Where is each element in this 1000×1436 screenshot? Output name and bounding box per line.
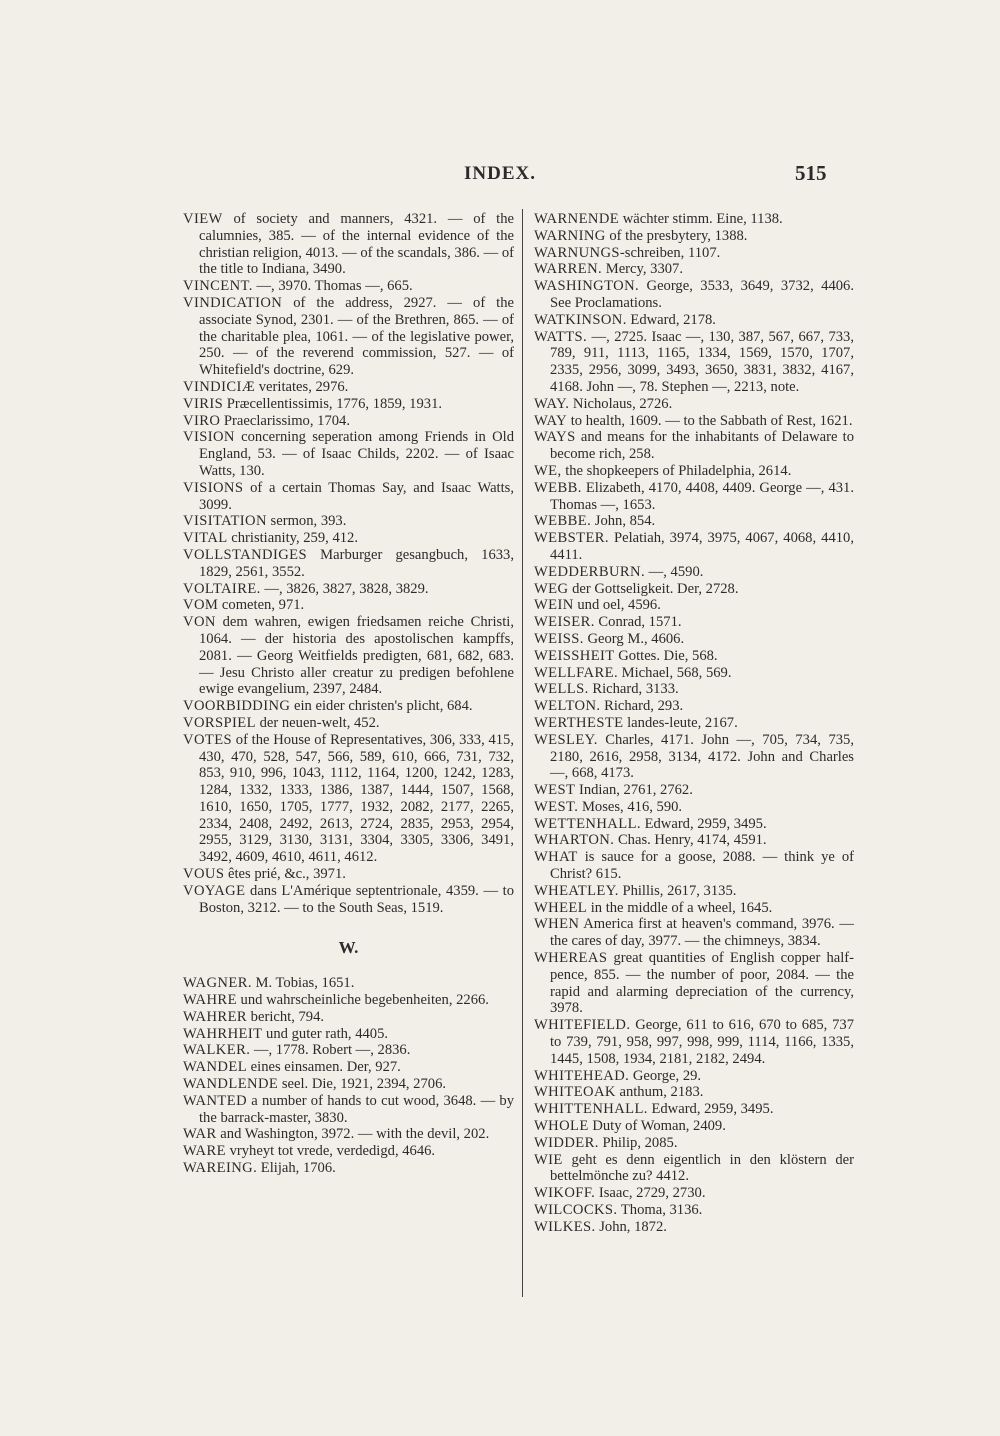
index-entry bbox=[183, 1143, 514, 1160]
index-entry bbox=[534, 564, 854, 581]
entry-references: —, 1778. Robert —, 2836. bbox=[250, 1042, 411, 1059]
entry-headword: WAYS bbox=[534, 429, 576, 446]
entry-headword: WHITEOAK bbox=[534, 1084, 616, 1101]
index-entry bbox=[183, 597, 514, 614]
index-entry bbox=[183, 1009, 514, 1026]
left-column bbox=[183, 211, 514, 1177]
entry-references: und wahrscheinliche begebenheiten, 2266. bbox=[236, 992, 489, 1009]
entry-headword: WEIN bbox=[534, 597, 574, 614]
entry-references: veritates, 2976. bbox=[255, 378, 349, 395]
entry-headword: WEBBE. bbox=[534, 513, 592, 530]
entry-references: Marburger gesangbuch, 1633, 1829, 2561, 3552. bbox=[199, 546, 514, 580]
entry-headword: WHITTENHALL. bbox=[534, 1101, 648, 1118]
entry-headword: VINDICATION bbox=[183, 294, 283, 311]
entry-references: Elijah, 1706. bbox=[257, 1160, 336, 1177]
entry-references: great quantities of English copper half-pence, 855. — the number of poor, 2084. — the rapid and alarming depreciation of the currency, 3978. bbox=[550, 950, 854, 1017]
index-entry bbox=[534, 312, 854, 329]
entry-references: Richard, 293. bbox=[600, 698, 684, 715]
entry-headword: WAGNER. bbox=[183, 975, 252, 992]
index-entry bbox=[534, 631, 854, 648]
entry-headword: WAHRER bbox=[183, 1008, 248, 1025]
entry-references: wächter stimm. Eine, 1138. bbox=[619, 211, 783, 227]
index-entry bbox=[534, 665, 854, 682]
entry-headword: WATTS. bbox=[534, 328, 588, 345]
entry-headword: WELTON. bbox=[534, 698, 601, 715]
entry-references: Praeclarissimo, 1704. bbox=[220, 412, 350, 429]
entry-headword: VIRIS bbox=[183, 395, 224, 412]
index-entry bbox=[534, 530, 854, 564]
page-number: 515 bbox=[795, 161, 827, 185]
entry-headword: WHOLE bbox=[534, 1118, 589, 1135]
entry-references: Isaac, 2729, 2730. bbox=[595, 1185, 706, 1202]
section-letter: W. bbox=[338, 938, 359, 958]
entry-references: George, 611 to 616, 670 to 685, 737 to 739, 791, 958, 997, 998, 999, 1114, 1166, 1335, 1445, 1508, 1934, 2181, 2182, 2494. bbox=[550, 1017, 854, 1067]
entry-headword: WARNING bbox=[534, 227, 606, 244]
entry-references: der Gottseligkeit. Der, 2728. bbox=[568, 580, 739, 597]
index-entry bbox=[534, 648, 854, 665]
entry-references: and Washington, 3972. — with the devil, 202. bbox=[216, 1126, 490, 1143]
index-entry bbox=[534, 329, 854, 396]
entry-headword: VOUS bbox=[183, 866, 225, 883]
index-entry bbox=[534, 1219, 854, 1236]
entry-headword: WEBB. bbox=[534, 479, 582, 496]
entry-headword: WE, bbox=[534, 462, 562, 479]
entry-references: —, 3970. Thomas —, 665. bbox=[252, 278, 413, 295]
entry-references: Thoma, 3136. bbox=[617, 1202, 703, 1219]
index-entry bbox=[534, 732, 854, 782]
entry-references: dem wahren, ewigen friedsamen reiche Christi, 1064. — der historia des apostolischen kampffs, 2081. — Georg Weitfields predigten, 681, 682, 683. — Jesu Christo aller creatur zu predigen befohlene ewige evangelium, 2397, 2484. bbox=[199, 614, 514, 698]
entry-references: bericht, 794. bbox=[247, 1008, 325, 1025]
right-column bbox=[534, 211, 854, 1236]
entry-headword: VOLTAIRE. bbox=[183, 580, 261, 597]
entry-references: John, 854. bbox=[591, 513, 656, 530]
entry-references: Elizabeth, 4170, 4408, 4409. George —, 431. Thomas —, 1653. bbox=[550, 479, 854, 513]
entry-references: und guter rath, 4405. bbox=[262, 1025, 389, 1042]
entry-references: Moses, 416, 590. bbox=[578, 798, 683, 815]
entry-headword: VISITATION bbox=[183, 513, 267, 530]
entry-references: —, 2725. Isaac —, 130, 387, 567, 667, 733, 789, 911, 1113, 1165, 1334, 1569, 1570, 1707, 2335, 2956, 3099, 3493, 3650, 3831, 3832, 4167, 4168. John —, 78. Stephen —, 2213, note. bbox=[550, 328, 854, 395]
index-entry bbox=[534, 1101, 854, 1118]
entry-headword: VINCENT. bbox=[183, 278, 253, 295]
index-entry bbox=[534, 463, 854, 480]
entry-references: Indian, 2761, 2762. bbox=[575, 782, 693, 799]
index-entry bbox=[183, 1042, 514, 1059]
entry-headword: WATKINSON. bbox=[534, 311, 627, 328]
entry-references: John, 1872. bbox=[595, 1218, 667, 1235]
entry-references: Charles, 4171. John —, 705, 734, 735, 2180, 2616, 2958, 3134, 4172. John and Charles —, 668, 4173. bbox=[550, 731, 854, 782]
entry-headword: VIRO bbox=[183, 412, 221, 429]
index-entry bbox=[534, 883, 854, 900]
entry-headword: WILCOCKS. bbox=[534, 1202, 618, 1219]
entry-headword: WHEEL bbox=[534, 899, 588, 916]
index-entry bbox=[534, 228, 854, 245]
entry-references: Pelatiah, 3974, 3975, 4067, 4068, 4410, 4411. bbox=[550, 530, 854, 563]
index-entry bbox=[183, 581, 514, 598]
entry-headword: WANDEL bbox=[183, 1059, 248, 1076]
index-entry bbox=[183, 429, 514, 479]
entry-references: seel. Die, 1921, 2394, 2706. bbox=[278, 1076, 447, 1093]
entry-headword: WANDLENDE bbox=[183, 1076, 279, 1093]
index-entry bbox=[183, 1076, 514, 1093]
entry-headword: WEG bbox=[534, 580, 569, 597]
entry-references: Edward, 2959, 3495. bbox=[647, 1101, 774, 1118]
index-entry bbox=[183, 278, 514, 295]
entry-references: —, 3826, 3827, 3828, 3829. bbox=[260, 580, 429, 597]
entry-references: dans L'Amérique septentrionale, 4359. — to Boston, 3212. — to the South Seas, 1519. bbox=[199, 882, 514, 916]
index-entry bbox=[183, 1026, 514, 1043]
entry-references: Nicholaus, 2726. bbox=[569, 395, 673, 412]
entry-references: of the House of Representatives, 306, 333, 415, 430, 470, 528, 547, 566, 589, 610, 666, 731, 732, 853, 910, 996, 1043, 1112, 1164, 1200, 1242, 1283, 1284, 1332, 1333, 1386, 1387, 1444, 1507, 1568, 1610, 1650, 1705, 1777, 1932, 2082, 2177, 2265, 2334, 2408, 2492, 2613, 2724, 2835, 2953, 2954, 2955, 3129, 3130, 3131, 3304, 3305, 3306, 3491, 3492, 4609, 4610, 4611, 4612. bbox=[199, 731, 514, 866]
entry-headword: WETTENHALL. bbox=[534, 815, 641, 832]
index-entry bbox=[534, 614, 854, 631]
entry-references: Richard, 3133. bbox=[588, 681, 679, 698]
index-entry bbox=[183, 1093, 514, 1127]
entry-references: a number of hands to cut wood, 3648. — by the barrack-master, 3830. bbox=[199, 1092, 514, 1126]
entry-headword: WELLFARE. bbox=[534, 664, 618, 681]
index-entry bbox=[183, 1059, 514, 1076]
index-entry bbox=[534, 1135, 854, 1152]
index-entry bbox=[534, 211, 854, 228]
entry-references: cometen, 971. bbox=[218, 597, 305, 614]
entry-headword: WAY bbox=[534, 412, 568, 429]
entry-references: Philip, 2085. bbox=[598, 1134, 678, 1151]
index-entry bbox=[183, 698, 514, 715]
index-entry bbox=[183, 396, 514, 413]
entry-headword: WEISER. bbox=[534, 614, 595, 631]
entry-headword: WEST bbox=[534, 782, 576, 799]
entry-headword: WHITEHEAD. bbox=[534, 1067, 630, 1084]
index-entry bbox=[534, 849, 854, 883]
index-entry bbox=[183, 1160, 514, 1177]
entry-headword: WHEREAS bbox=[534, 950, 608, 967]
entry-references: is sauce for a goose, 2088. — think ye of Christ? 615. bbox=[550, 849, 854, 883]
index-entry bbox=[534, 782, 854, 799]
entry-references: -schreiben, 1107. bbox=[619, 244, 721, 261]
entry-headword: WIKOFF. bbox=[534, 1185, 596, 1202]
entry-headword: WARNUNGS bbox=[534, 244, 620, 261]
index-entry bbox=[534, 1202, 854, 1219]
index-entry bbox=[534, 581, 854, 598]
index-entry bbox=[183, 975, 514, 992]
index-entry bbox=[183, 480, 514, 514]
entry-headword: WALKER. bbox=[183, 1042, 251, 1059]
entry-headword: VISION bbox=[183, 429, 235, 446]
index-entry bbox=[534, 1084, 854, 1101]
index-entry bbox=[534, 413, 854, 430]
entry-references: Gottes. Die, 568. bbox=[614, 647, 718, 664]
index-entry bbox=[183, 295, 514, 379]
index-entry bbox=[534, 245, 854, 262]
index-entry bbox=[183, 513, 514, 530]
entry-headword: WERTHESTE bbox=[534, 714, 624, 731]
index-entry bbox=[534, 950, 854, 1017]
entry-headword: WEBSTER. bbox=[534, 530, 609, 547]
index-entry bbox=[534, 681, 854, 698]
entry-headword: WELLS. bbox=[534, 681, 589, 698]
entry-references: sermon, 393. bbox=[266, 513, 347, 530]
index-entry bbox=[183, 614, 514, 698]
entry-headword: WAHRHEIT bbox=[183, 1025, 263, 1042]
index-entry bbox=[534, 1185, 854, 1202]
index-entry bbox=[534, 396, 854, 413]
entry-headword: WEISS. bbox=[534, 630, 584, 647]
entry-headword: VOORBIDDING bbox=[183, 698, 291, 715]
index-entry bbox=[534, 1118, 854, 1135]
index-entry bbox=[534, 832, 854, 849]
entry-headword: WARNENDE bbox=[534, 211, 620, 227]
index-entry bbox=[183, 866, 514, 883]
entry-references: anthum, 2183. bbox=[615, 1084, 704, 1101]
entry-headword: WESLEY. bbox=[534, 731, 598, 748]
entry-references: of a certain Thomas Say, and Isaac Watts, 3099. bbox=[199, 479, 514, 513]
entry-headword: VOYAGE bbox=[183, 882, 246, 899]
page-header-title: INDEX. bbox=[464, 163, 536, 184]
entry-headword: WEISSHEIT bbox=[534, 647, 615, 664]
entry-headword: WANTED bbox=[183, 1092, 248, 1109]
index-entry bbox=[183, 547, 514, 581]
index-entry bbox=[183, 211, 514, 278]
index-entry bbox=[534, 597, 854, 614]
entry-references: Chas. Henry, 4174, 4591. bbox=[614, 832, 767, 849]
entry-references: der neuen-welt, 452. bbox=[255, 714, 380, 731]
entry-references: —, 4590. bbox=[645, 563, 704, 580]
entry-references: Præcellentissimis, 1776, 1859, 1931. bbox=[223, 395, 443, 412]
index-entry bbox=[183, 883, 514, 917]
index-entry bbox=[534, 1068, 854, 1085]
index-entry bbox=[534, 278, 854, 312]
entry-headword: WEST. bbox=[534, 798, 579, 815]
entry-references: to health, 1609. — to the Sabbath of Rest, 1621. bbox=[567, 412, 853, 429]
entry-references: of the address, 2927. — of the associate Synod, 2301. — of the Brethren, 865. — of the charitable plea, 1061. — of the legislative power, 250. — of the reverend commission, 527. — of Whitefield's doctrine, 629. bbox=[199, 294, 514, 379]
index-entry bbox=[183, 1126, 514, 1143]
entry-references: Mercy, 3307. bbox=[602, 261, 683, 278]
entry-references: Conrad, 1571. bbox=[594, 614, 682, 631]
index-entry bbox=[534, 715, 854, 732]
entry-references: geht es denn eigentlich in den klöstern der bettelmönche zu? 4412. bbox=[550, 1151, 854, 1185]
entry-headword: WHEATLEY. bbox=[534, 882, 619, 899]
entry-headword: VISIONS bbox=[183, 479, 244, 496]
index-entry bbox=[534, 916, 854, 950]
entry-headword: WILKES. bbox=[534, 1218, 596, 1235]
entry-references: the shopkeepers of Philadelphia, 2614. bbox=[561, 462, 792, 479]
entry-headword: VIEW bbox=[183, 211, 223, 227]
index-entry bbox=[183, 530, 514, 547]
entry-references: christianity, 259, 412. bbox=[227, 530, 358, 547]
index-entry bbox=[183, 413, 514, 430]
index-entry bbox=[534, 261, 854, 278]
entry-headword: WASHINGTON. bbox=[534, 278, 640, 295]
entry-headword: VOM bbox=[183, 597, 219, 614]
entry-headword: WARE bbox=[183, 1143, 226, 1160]
index-entry bbox=[534, 429, 854, 463]
entry-headword: WHEN bbox=[534, 916, 580, 933]
left-entries-v bbox=[183, 211, 514, 916]
right-entries bbox=[534, 211, 854, 1236]
index-entry bbox=[183, 379, 514, 396]
index-entry bbox=[534, 1152, 854, 1186]
entry-headword: VORSPIEL bbox=[183, 714, 256, 731]
entry-references: of the presbytery, 1388. bbox=[605, 227, 748, 244]
entry-headword: WAHRE bbox=[183, 992, 237, 1009]
entry-references: George, 3533, 3649, 3732, 4406. See Proclamations. bbox=[550, 278, 854, 311]
entry-references: vryheyt tot vrede, verdedigd, 4646. bbox=[225, 1143, 436, 1160]
index-entry bbox=[534, 480, 854, 514]
index-entry bbox=[183, 715, 514, 732]
entry-references: ein eider christen's plicht, 684. bbox=[290, 698, 473, 715]
entry-references: und oel, 4596. bbox=[573, 597, 661, 614]
entry-headword: WHAT bbox=[534, 849, 578, 866]
entry-references: Michael, 568, 569. bbox=[618, 664, 732, 681]
entry-references: of society and manners, 4321. — of the calumnies, 385. — of the internal evidence of the christian religion, 4013. — of the scandals, 386. — of the title to Indiana, 3490. bbox=[199, 211, 514, 278]
index-entry bbox=[183, 732, 514, 866]
entry-references: Edward, 2959, 3495. bbox=[640, 815, 767, 832]
entry-headword: VITAL bbox=[183, 530, 228, 547]
index-entry bbox=[534, 1017, 854, 1067]
entry-headword: WIE bbox=[534, 1151, 563, 1168]
index-entry bbox=[534, 698, 854, 715]
entry-references: M. Tobias, 1651. bbox=[251, 975, 355, 992]
entry-references: landes-leute, 2167. bbox=[623, 714, 738, 731]
entry-references: and means for the inhabitants of Delaware to become rich, 258. bbox=[550, 429, 854, 463]
index-entry bbox=[534, 816, 854, 833]
index-entry bbox=[183, 992, 514, 1009]
entry-references: George, 29. bbox=[629, 1067, 702, 1084]
entry-headword: WHITEFIELD. bbox=[534, 1017, 631, 1034]
entry-headword: WIDDER. bbox=[534, 1134, 599, 1151]
left-entries-w bbox=[183, 975, 514, 1177]
entry-headword: WAY. bbox=[534, 395, 570, 412]
entry-headword: VON bbox=[183, 614, 216, 631]
entry-references: eines einsamen. Der, 927. bbox=[247, 1059, 401, 1076]
entry-references: America first at heaven's command, 3976. — the cares of day, 3977. — the chimneys, 3834. bbox=[550, 916, 854, 950]
entry-headword: WAR bbox=[183, 1126, 217, 1143]
entry-references: Duty of Woman, 2409. bbox=[588, 1118, 726, 1135]
entry-references: in the middle of a wheel, 1645. bbox=[587, 899, 773, 916]
entry-references: Georg M., 4606. bbox=[583, 630, 685, 647]
index-entry bbox=[534, 513, 854, 530]
entry-headword: WEDDERBURN. bbox=[534, 563, 646, 580]
index-entry bbox=[534, 900, 854, 917]
entry-references: Edward, 2178. bbox=[626, 311, 716, 328]
entry-references: Phillis, 2617, 3135. bbox=[618, 882, 737, 899]
entry-references: êtes prié, &c., 3971. bbox=[224, 866, 346, 883]
entry-headword: VOLLSTANDIGES bbox=[183, 546, 308, 563]
entry-headword: VINDICIÆ bbox=[183, 378, 256, 395]
entry-references: concerning seperation among Friends in Old England, 53. — of Isaac Childs, 2202. — of Isaac Watts, 130. bbox=[199, 429, 514, 479]
entry-headword: VOTES bbox=[183, 731, 233, 748]
index-entry bbox=[534, 799, 854, 816]
column-divider bbox=[522, 209, 523, 1297]
entry-headword: WARREN. bbox=[534, 261, 603, 278]
entry-headword: WAREING. bbox=[183, 1160, 258, 1177]
entry-headword: WHARTON. bbox=[534, 832, 615, 849]
